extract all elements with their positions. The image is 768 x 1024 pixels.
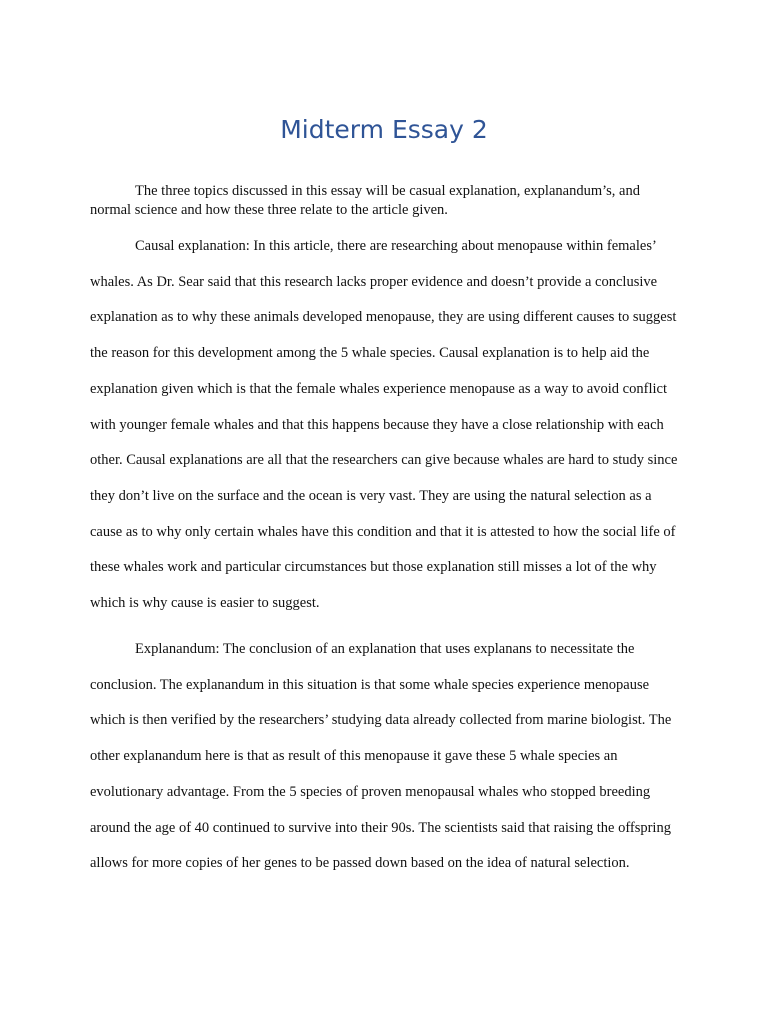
causal-explanation-text: Causal explanation: In this article, there are researching about menopause within females’ whales. As Dr. Sear said that this research lacks proper evidence and doesn’t provide a conclusive explanation as to why these animals developed menopause, they are using different causes to suggest the reason for this development among the 5 whale species. Causal explanation is to help aid the explanation given which is that the female whales experience menopause as a way to avoid conflict with younger female whales and that this happens because they have a close relationship with each other. Causal explanations are all that the researchers can give because whales are hard to study since they don’t live on the surface and the ocean is very vast. They are using the natural selection as a cause as to why only certain whales have this condition and that it is attested to how the social life of these whales work and particular circumstances but those explanation still misses a lot of the why which is why cause is easier to suggest. bbox=[90, 238, 678, 612]
intro-paragraph bbox=[90, 182, 680, 220]
explanandum-paragraph bbox=[90, 632, 680, 882]
document-title: Midterm Essay 2 bbox=[280, 115, 488, 144]
explanandum-text: Explanandum: The conclusion of an explanation that uses explanans to necessitate the conclusion. The explanandum in this situation is that some whale species experience menopause which is then verified by the researchers’ studying data already collected from marine biologist. The other explanandum here is that as result of this menopause it gave these 5 whale species an evolutionary advantage. From the 5 species of proven menopausal whales who stopped breeding around the age of 40 continued to survive into their 90s. The scientists said that raising the offspring allows for more copies of her genes to be passed down based on the idea of natural selection. bbox=[90, 641, 672, 872]
causal-explanation-paragraph bbox=[90, 229, 680, 622]
intro-paragraph-text: The three topics discussed in this essay will be casual explanation, explanandum’s, and normal science and how these three relate to the article given. bbox=[90, 183, 640, 218]
